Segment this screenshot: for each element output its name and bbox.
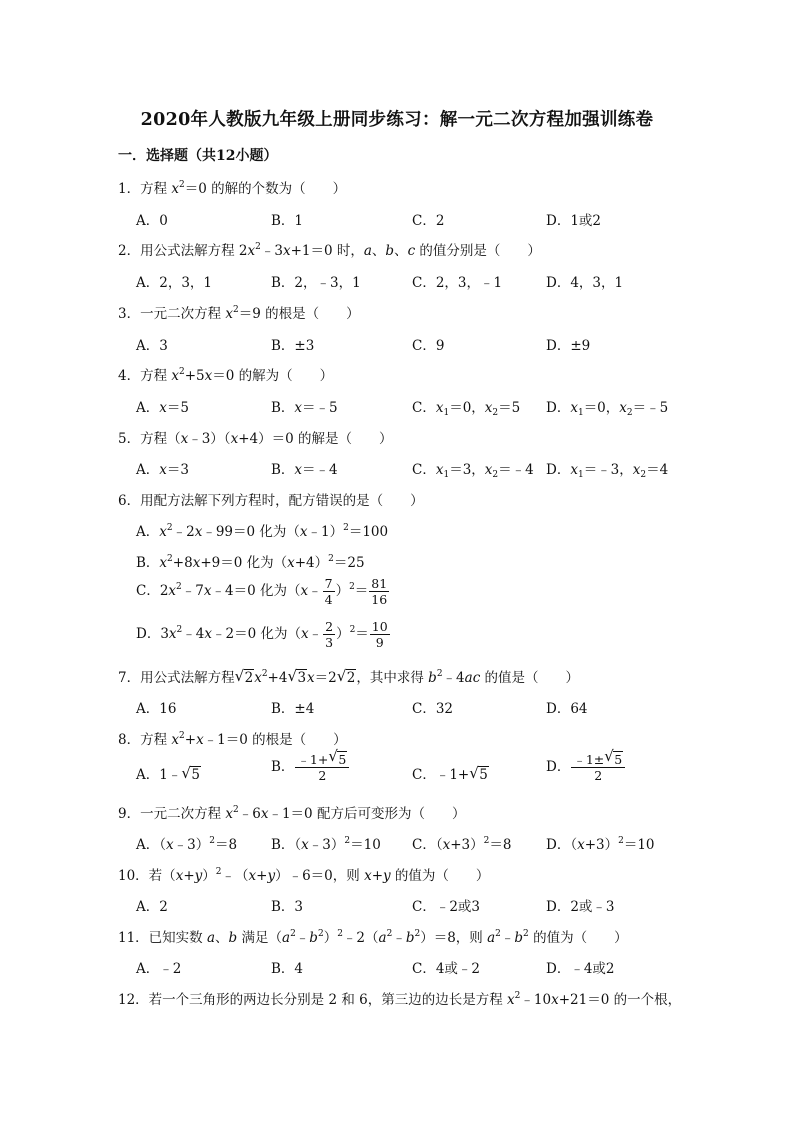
q5-option-d[interactable]: D．$x_1=﹣3$，$x_2=4$ bbox=[546, 462, 669, 480]
q9-option-c[interactable]: C．$(x+3)^2=8$ bbox=[412, 836, 512, 853]
q11-option-a[interactable]: A．﹣2 bbox=[136, 961, 182, 977]
q10-option-d[interactable]: D．2或﹣3 bbox=[546, 899, 615, 915]
q10-option-b[interactable]: B．3 bbox=[271, 899, 304, 915]
q3-option-c[interactable]: C．9 bbox=[412, 338, 445, 354]
q11-option-b[interactable]: B．4 bbox=[271, 961, 304, 977]
q11-option-c[interactable]: C．4或﹣2 bbox=[412, 961, 481, 977]
question-2: 2．用公式法解方程 $2x^2﹣3x+1=0$ 时，a、b、c 的值分别是（ ） bbox=[118, 242, 541, 259]
q7-option-a[interactable]: A．16 bbox=[136, 701, 177, 717]
q1-option-b[interactable]: B．1 bbox=[271, 213, 304, 229]
question-11: 11．已知实数 a、b 满足$(a^2﹣b^2)^2﹣2(a^2﹣b^2)=8$，则 $a^2﹣b^2$ 的值为（ ） bbox=[118, 929, 628, 946]
q4-option-a[interactable]: A．x＝5 bbox=[136, 400, 189, 416]
q6-option-c[interactable]: C．$2x^2﹣7x﹣4=0$ 化为（x﹣ $\frac{7}{4}$ ）$^2$＝ $\frac{81}{16}$ bbox=[136, 576, 388, 607]
q2-option-c[interactable]: C．2，3，﹣1 bbox=[412, 275, 503, 291]
q5-option-c[interactable]: C．$x_1=3$，$x_2=﹣4$ bbox=[412, 462, 534, 480]
q9-option-b[interactable]: B．（x﹣3）$^2$＝10 bbox=[271, 836, 381, 853]
q9-option-d[interactable]: D．$(x+3)^2=10$ bbox=[546, 836, 655, 853]
q1-option-c[interactable]: C．2 bbox=[412, 213, 445, 229]
q6-option-a[interactable]: A．$x^2﹣2x﹣99=0$ 化为（x﹣1）$^2$＝100 bbox=[136, 523, 389, 540]
question-4: 4．方程 $x^2+5x=0$ 的解为（ ） bbox=[118, 367, 334, 384]
question-7: 7．用公式法解方程√ $2x^2+4√$ 3x＝2√ 2，其中求得 $b^2﹣4ac$ 的值是（ ） bbox=[118, 666, 579, 686]
q3-option-b[interactable]: B．±3 bbox=[271, 338, 315, 354]
question-9: 9．一元二次方程 $x^2﹣6x﹣1=0$ 配方后可变形为（ ） bbox=[118, 805, 466, 822]
q1-option-a[interactable]: A．0 bbox=[136, 213, 168, 229]
q2-option-d[interactable]: D．4，3，1 bbox=[546, 275, 624, 291]
question-10: 10．若$(x+y)^2﹣(x+y)﹣6=0$，则 x+y 的值为（ ） bbox=[118, 867, 490, 884]
q7-option-c[interactable]: C．32 bbox=[412, 701, 454, 717]
q9-option-a[interactable]: A．（x﹣3）$^2$＝8 bbox=[136, 836, 238, 853]
q10-option-c[interactable]: C．﹣2或3 bbox=[412, 899, 481, 915]
question-12: 12．若一个三角形的两边长分别是 2 和 6，第三边的边长是方程 $x^2﹣10x+21=0$ 的一个根， bbox=[118, 991, 682, 1008]
section-heading: 一．选择题（共12小题） bbox=[118, 148, 278, 164]
document-title: 2020年人教版九年级上册同步练习：解一元二次方程加强训练卷 bbox=[140, 110, 654, 130]
q11-option-d[interactable]: D．﹣4或2 bbox=[546, 961, 615, 977]
q4-option-b[interactable]: B．x＝﹣5 bbox=[271, 400, 338, 416]
question-8: 8．方程 $x^2+x﹣1=0$ 的根是（ ） bbox=[118, 731, 347, 748]
q2-option-b[interactable]: B．2，﹣3，1 bbox=[271, 275, 361, 291]
q8-option-d[interactable]: D． $\frac{﹣1\pm√ 5}{2}$ bbox=[546, 752, 626, 783]
question-1: 1．方程 $x^2=0$ 的解的个数为（ ） bbox=[118, 180, 347, 197]
q1-option-d[interactable]: D．1或2 bbox=[546, 213, 602, 229]
q3-option-d[interactable]: D．±9 bbox=[546, 338, 591, 354]
q2-option-a[interactable]: A．2，3，1 bbox=[136, 275, 213, 291]
q5-option-a[interactable]: A．x＝3 bbox=[136, 462, 189, 478]
q6-option-d[interactable]: D．$3x^2﹣4x﹣2=0$ 化为（x﹣ $\frac{2}{3}$ ）$^2$＝ $\frac{10}{9}$ bbox=[136, 619, 388, 650]
q3-option-a[interactable]: A．3 bbox=[136, 338, 168, 354]
q7-option-b[interactable]: B．±4 bbox=[271, 701, 315, 717]
question-3: 3．一元二次方程 $x^2=9$ 的根是（ ） bbox=[118, 305, 360, 322]
q10-option-a[interactable]: A．2 bbox=[136, 899, 168, 915]
q8-option-c[interactable]: C．﹣1+√ 5 bbox=[412, 763, 489, 783]
q8-option-a[interactable]: A．1﹣√ 5 bbox=[136, 763, 201, 783]
q6-option-b[interactable]: B．$x^2+8x+9=0$ 化为$(x+4)^2=25$ bbox=[136, 554, 365, 571]
q5-option-b[interactable]: B．x＝﹣4 bbox=[271, 462, 338, 478]
q7-option-d[interactable]: D．64 bbox=[546, 701, 588, 717]
q4-option-d[interactable]: D．$x_1=0$，$x_2=﹣5$ bbox=[546, 400, 669, 418]
q8-option-b[interactable]: B． $\frac{﹣1+√ 5}{2}$ bbox=[271, 752, 350, 783]
question-6: 6．用配方法解下列方程时，配方错误的是（ ） bbox=[118, 493, 424, 509]
q4-option-c[interactable]: C．$x_1=0$，$x_2=5$ bbox=[412, 400, 521, 418]
question-5: 5．方程（x﹣3）（x+4）＝0 的解是（ ） bbox=[118, 431, 393, 447]
